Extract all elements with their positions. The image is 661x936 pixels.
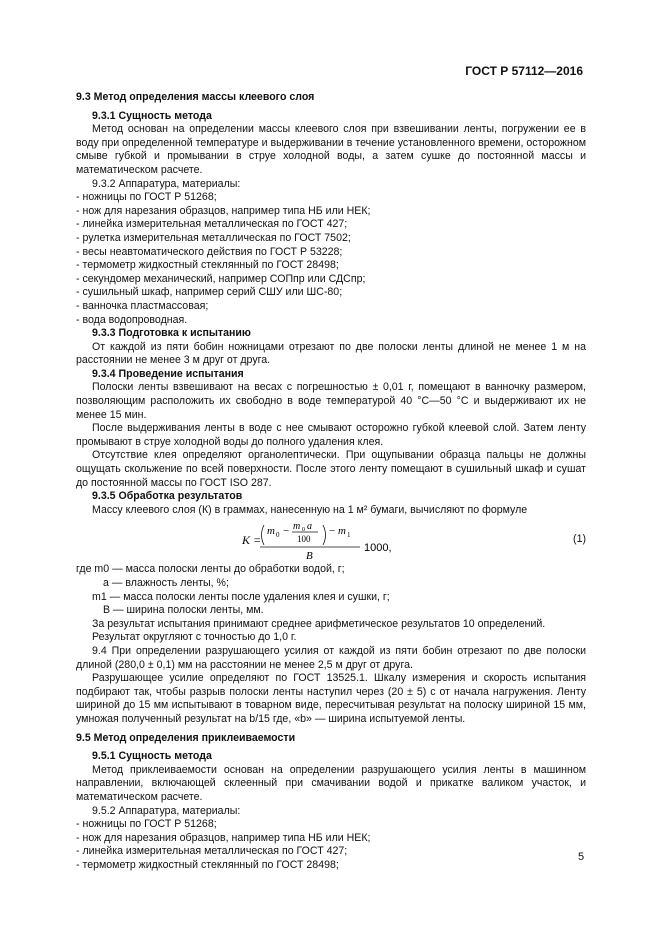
- formula-m1-sub: 1: [347, 531, 351, 540]
- formula-m1: m: [338, 525, 346, 538]
- formula-paren-left: [262, 525, 265, 545]
- list-item: - нож для нарезания образцов, например типа НБ или НЕК;: [76, 831, 371, 844]
- section-9-3-1-text: Метод основан на определении массы клеевого слоя при взвешивании ленты, погружении ее в воду при определенной температуре и выдерживании в течение установленного времени, осторожном смыве губкой и промывании в струе холодной воды, а затем сушке до постоянной массы и математическом расчете.: [76, 123, 586, 176]
- formula-minus-2: −: [329, 525, 336, 538]
- list-item: - вода водопроводная.: [76, 313, 188, 326]
- list-item: - ванночка пластмассовая;: [76, 299, 209, 312]
- list-item: - секундомер механический, например СОПпр или СДСпр;: [76, 272, 366, 285]
- list-item: - нож для нарезания образцов, например типа НБ или НЕК;: [76, 204, 371, 217]
- formula-number: (1): [573, 533, 586, 546]
- formula-minus-1: −: [283, 525, 290, 538]
- formula-graphic: [76, 519, 586, 561]
- list-item: - ножницы по ГОСТ Р 51268;: [76, 818, 217, 831]
- formula-B: B: [306, 550, 313, 562]
- list-item: - весы неавтоматического действия по ГОСТ Р 53228;: [76, 245, 343, 258]
- formula-lhs: K =: [242, 533, 262, 548]
- section-9-3-5-intro: Массу клеевого слоя (К) в граммах, нанесенную на 1 м² бумаги, вычисляют по формуле: [92, 503, 528, 516]
- formula-m0a-sub: 0: [302, 527, 305, 534]
- list-item: - ножницы по ГОСТ Р 51268;: [76, 191, 217, 204]
- formula-a: a: [307, 521, 312, 533]
- equipment-list-9-3-2: [76, 191, 586, 327]
- section-9-5-1-title: 9.5.1 Сущность метода: [92, 750, 212, 763]
- section-9-3-4-paragraph-2: После выдерживания ленты в воде с нее смывают осторожно губкой клеевой слой. Затем ленту промывают в струе холодной воды до полного удаления клея.: [76, 422, 586, 448]
- section-9-5-title: 9.5 Метод определения приклеиваемости: [76, 731, 296, 744]
- section-9-3-4-paragraph-1: Полоски ленты взвешивают на весах с погрешностью ± 0,01 г, помещают в ванночку размером, позволяющим расположить их свободно в воде температурой 40 °С—50 °С и выдерживают их не менее 15 мин.: [76, 381, 586, 421]
- section-9-3-2-title: 9.3.2 Аппаратура, материалы:: [92, 177, 241, 190]
- list-item: - сушильный шкаф, например серий СШУ или ШС-80;: [76, 286, 343, 299]
- formula-tail: 1000,: [364, 542, 392, 555]
- formula-m0a: m: [293, 521, 301, 533]
- formula-m0-sub: 0: [276, 531, 280, 540]
- section-9-3-title: 9.3 Метод определения массы клеевого слоя: [76, 91, 315, 103]
- list-item: - рулетка измерительная металлическая по ГОСТ 7502;: [76, 231, 351, 244]
- section-9-3-3-title: 9.3.3 Подготовка к испытанию: [92, 327, 251, 340]
- section-9-4-paragraph-2: Разрушающее усилие определяют по ГОСТ 13525.1. Шкалу измерения и скорость испытания подбирают так, чтобы разрыв полоски ленты наступил через (20 ± 5) с от начала нагружения. Ленту шириной до 15 мм испытывают в товарном виде, пересчитывая результат на полоску шириной 15 мм, умножая полученный результат на b/15 где, «b» — ширина испытуемой ленты.: [76, 672, 586, 725]
- formula-1: [76, 519, 586, 561]
- where-B: B — ширина полоски ленты, мм.: [103, 604, 264, 617]
- page-body: [76, 91, 586, 872]
- section-9-3-1-title: 9.3.1 Сущность метода: [92, 109, 212, 122]
- page-number: 5: [578, 851, 585, 863]
- section-9-3-5-title: 9.3.5 Обработка результатов: [92, 490, 243, 503]
- result-rounding: Результат округляют с точностью до 1,0 г.: [92, 631, 297, 644]
- equipment-list-9-5-2: [76, 818, 586, 872]
- list-item: - термометр жидкостный стеклянный по ГОСТ 28498;: [76, 259, 339, 272]
- section-9-5-2-title: 9.5.2 Аппаратура, материалы:: [92, 804, 241, 817]
- where-m0: где m0 — масса полоски ленты до обработки водой, г;: [76, 563, 345, 576]
- formula-paren-right: [323, 525, 326, 545]
- section-9-3-4-paragraph-3: Отсутствие клея определяют органолептически. При ощупывании образца пальцы не должны ощущать скольжение по всей поверхности. После этого ленту помещают в сушильный шкаф и сушат до постоянной массы по ГОСТ ISO 287.: [76, 449, 586, 489]
- document-header: ГОСТ Р 57112—2016: [465, 64, 583, 78]
- list-item: - термометр жидкостный стеклянный по ГОСТ 28498;: [76, 858, 339, 871]
- result-rule: За результат испытания принимают среднее арифметическое результатов 10 определений.: [92, 617, 546, 630]
- formula-m0: m: [267, 525, 275, 538]
- list-item: - линейка измерительная металлическая по ГОСТ 427;: [76, 845, 348, 858]
- section-9-3-3-text: От каждой из пяти бобин ножницами отрезают по две полоски ленты длиной не менее 1 м на расстоянии не менее 3 м друг от друга.: [76, 340, 586, 367]
- where-m1: m1 — масса полоски ленты после удаления клея и сушки, г;: [92, 590, 390, 603]
- section-9-5-1-text: Метод приклеиваемости основан на определении разрушающего усилия ленты в машинном направлении, включающей склеенный при смачивании водой и прикатке валиком участок, и математическом расчете.: [76, 763, 586, 803]
- section-9-4-paragraph-1: 9.4 При определении разрушающего усилия от каждой из пяти бобин отрезают по две полоски длиной (280,0 ± 0,1) мм на расстоянии не менее 2,5 м друг от друга.: [76, 644, 586, 671]
- list-item: - линейка измерительная металлическая по ГОСТ 427;: [76, 218, 348, 231]
- where-a: a — влажность ленты, %;: [103, 577, 229, 589]
- formula-hundred: 100: [297, 534, 311, 545]
- section-9-3-4-title: 9.3.4 Проведение испытания: [92, 367, 244, 380]
